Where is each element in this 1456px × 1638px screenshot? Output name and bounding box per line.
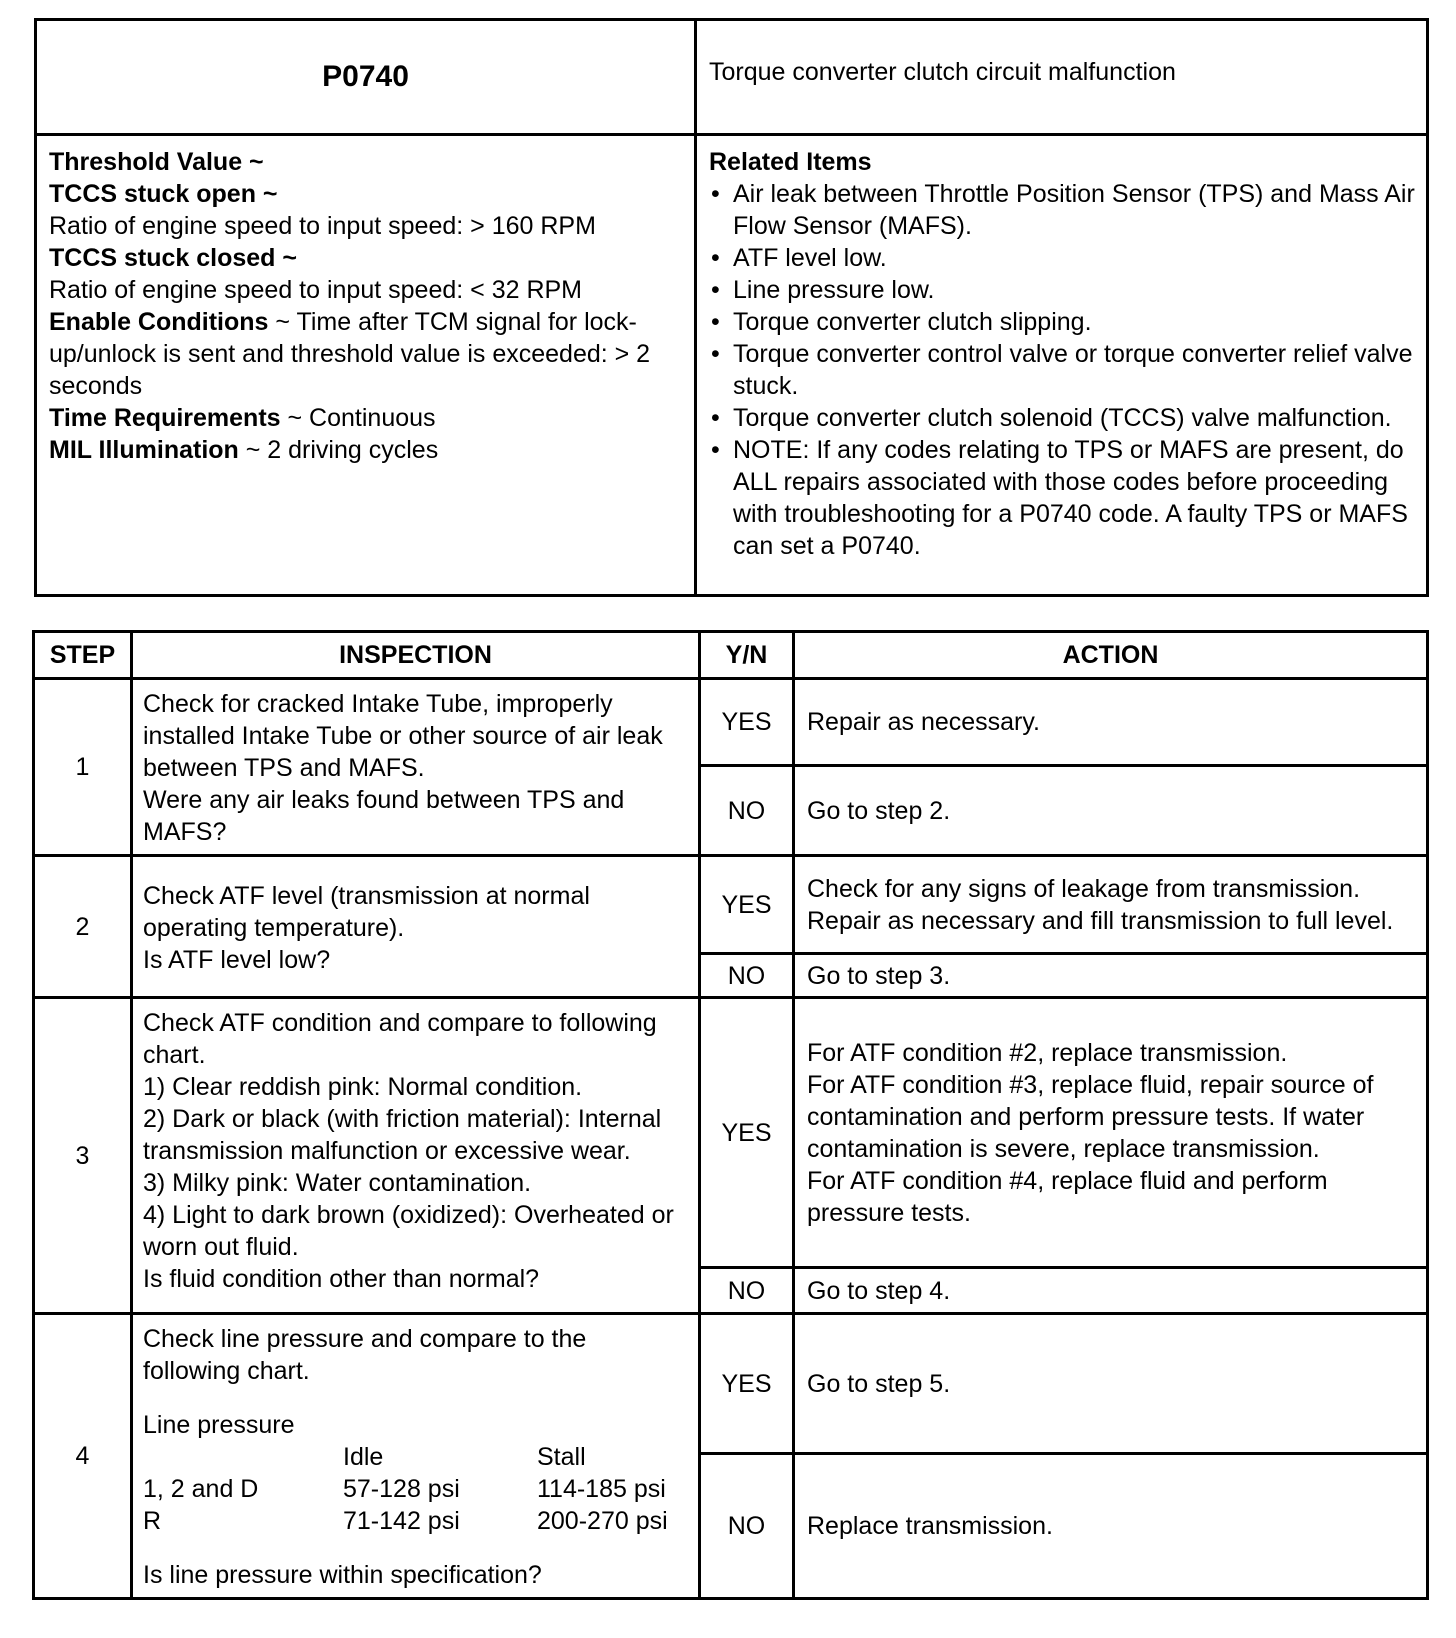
- pressure-stall-value: 200-270 psi: [537, 1507, 668, 1535]
- yn-yes: YES: [700, 998, 794, 1268]
- action-yes: Go to step 5.: [794, 1314, 1428, 1454]
- time-requirements: [49, 402, 684, 434]
- mil-illumination: [49, 434, 684, 466]
- header-inspection: INSPECTION: [132, 632, 700, 679]
- yn-no: NO: [700, 1268, 794, 1314]
- threshold-cell: [36, 135, 696, 596]
- header-action: ACTION: [794, 632, 1428, 679]
- related-item: • Air leak between Throttle Position Sensor (TPS) and Mass Air Flow Sensor (MAFS).: [709, 178, 1416, 242]
- pressure-col-header: Idle: [343, 1443, 384, 1471]
- enable-label: Enable Conditions: [49, 308, 269, 336]
- related-item: • Torque converter clutch solenoid (TCCS) valve malfunction.: [709, 402, 1416, 434]
- tccs-closed-text: Ratio of engine speed to input speed: < 32 RPM: [49, 276, 582, 304]
- inspection-question: Is ATF level low?: [143, 945, 331, 974]
- header-step: STEP: [34, 632, 132, 679]
- yn-yes: YES: [700, 1314, 794, 1454]
- action-no: Replace transmission.: [794, 1454, 1428, 1599]
- action-line: For ATF condition #3, replace fluid, repair source of contamination and perform pressure tests. If water contamination is severe, replace transmission.: [807, 1070, 1374, 1163]
- inspection-line: 3) Milky pink: Water contamination.: [143, 1169, 532, 1197]
- tccs-closed-label: TCCS stuck closed ~: [49, 244, 297, 272]
- inspection-line: 1) Clear reddish pink: Normal condition.: [143, 1073, 583, 1101]
- line-pressure-chart: [143, 1441, 690, 1537]
- inspection-question: Were any air leaks found between TPS and MAFS?: [143, 786, 625, 846]
- action-yes: Check for any signs of leakage from transmission. Repair as necessary and fill transmission to full level.: [794, 856, 1428, 954]
- troubleshooting-steps-table: [32, 630, 1429, 1600]
- action-line: For ATF condition #2, replace transmission.: [807, 1038, 1288, 1067]
- mil-text: ~ 2 driving cycles: [238, 436, 439, 464]
- related-item: • Torque converter control valve or torque converter relief valve stuck.: [709, 338, 1416, 402]
- pressure-range-label: R: [143, 1507, 162, 1535]
- inspection-line: Check ATF level (transmission at normal operating temperature).: [143, 881, 590, 942]
- mil-label: MIL Illumination: [49, 436, 239, 464]
- action-yes: Repair as necessary.: [794, 679, 1428, 766]
- pressure-range-label: 1, 2 and D: [143, 1475, 259, 1503]
- pressure-stall-value: 114-185 psi: [537, 1475, 666, 1503]
- step-inspection: [132, 856, 700, 998]
- yn-no: NO: [700, 766, 794, 856]
- table-row: [34, 998, 1428, 1268]
- related-items-list: [709, 178, 1416, 562]
- code-header-table: [34, 18, 1429, 597]
- table-row: [34, 856, 1428, 954]
- step-inspection: [132, 998, 700, 1314]
- action-no: Go to step 3.: [794, 954, 1428, 998]
- action-yes: [794, 998, 1428, 1268]
- pressure-idle-value: 57-128 psi: [343, 1475, 460, 1503]
- dtc-code: P0740: [36, 20, 696, 135]
- table-header-row: [34, 632, 1428, 679]
- table-row: [34, 679, 1428, 766]
- related-items-cell: [696, 135, 1428, 596]
- inspection-line: Check ATF condition and compare to following chart.: [143, 1009, 657, 1069]
- yn-yes: YES: [700, 679, 794, 766]
- inspection-line: 2) Dark or black (with friction material): Internal transmission malfunction or excessive wear.: [143, 1105, 662, 1165]
- table-row: [34, 1314, 1428, 1454]
- related-item: • ATF level low.: [709, 242, 1416, 274]
- tccs-open-label: TCCS stuck open ~: [49, 180, 278, 208]
- enable-text: ~ Time after TCM signal for lock-up/unlock is sent and threshold value is exceeded: > 2 seconds: [49, 308, 651, 400]
- inspection-line: 4) Light to dark brown (oxidized): Overheated or worn out fluid.: [143, 1201, 674, 1261]
- threshold-title: Threshold Value ~: [49, 148, 264, 176]
- step-number: 2: [34, 856, 132, 998]
- pressure-col-header: Stall: [537, 1443, 586, 1471]
- step-number: 4: [34, 1314, 132, 1599]
- tccs-open-text: Ratio of engine speed to input speed: > 160 RPM: [49, 212, 596, 240]
- enable-conditions: [49, 306, 684, 402]
- related-title: Related Items: [709, 148, 872, 176]
- inspection-line: Check for cracked Intake Tube, improperly installed Intake Tube or other source of air leak between TPS and MAFS.: [143, 690, 663, 782]
- header-yn: Y/N: [700, 632, 794, 679]
- yn-no: NO: [700, 1454, 794, 1599]
- related-item: • Line pressure low.: [709, 274, 1416, 306]
- dtc-description: Torque converter clutch circuit malfunction: [696, 20, 1428, 135]
- time-text: ~ Continuous: [280, 404, 436, 432]
- yn-no: NO: [700, 954, 794, 998]
- time-label: Time Requirements: [49, 404, 281, 432]
- inspection-question: Is line pressure within specification?: [143, 1561, 542, 1589]
- step-inspection: [132, 1314, 700, 1599]
- inspection-line: Check line pressure and compare to the following chart.: [143, 1325, 587, 1385]
- related-item: • Torque converter clutch slipping.: [709, 306, 1416, 338]
- related-item-note: • NOTE: If any codes relating to TPS or MAFS are present, do ALL repairs associated with those codes before proceeding with troubleshooting for a P0740 code. A faulty TPS or MAFS can set a P0740.: [709, 434, 1416, 562]
- step-inspection: [132, 679, 700, 856]
- inspection-question: Is fluid condition other than normal?: [143, 1265, 540, 1293]
- yn-yes: YES: [700, 856, 794, 954]
- pressure-title: Line pressure: [143, 1411, 295, 1439]
- step-number: 3: [34, 998, 132, 1314]
- pressure-idle-value: 71-142 psi: [343, 1507, 460, 1535]
- pressure-col-header: [143, 1441, 343, 1473]
- action-no: Go to step 2.: [794, 766, 1428, 856]
- step-number: 1: [34, 679, 132, 856]
- action-no: Go to step 4.: [794, 1268, 1428, 1314]
- action-line: For ATF condition #4, replace fluid and perform pressure tests.: [807, 1166, 1328, 1227]
